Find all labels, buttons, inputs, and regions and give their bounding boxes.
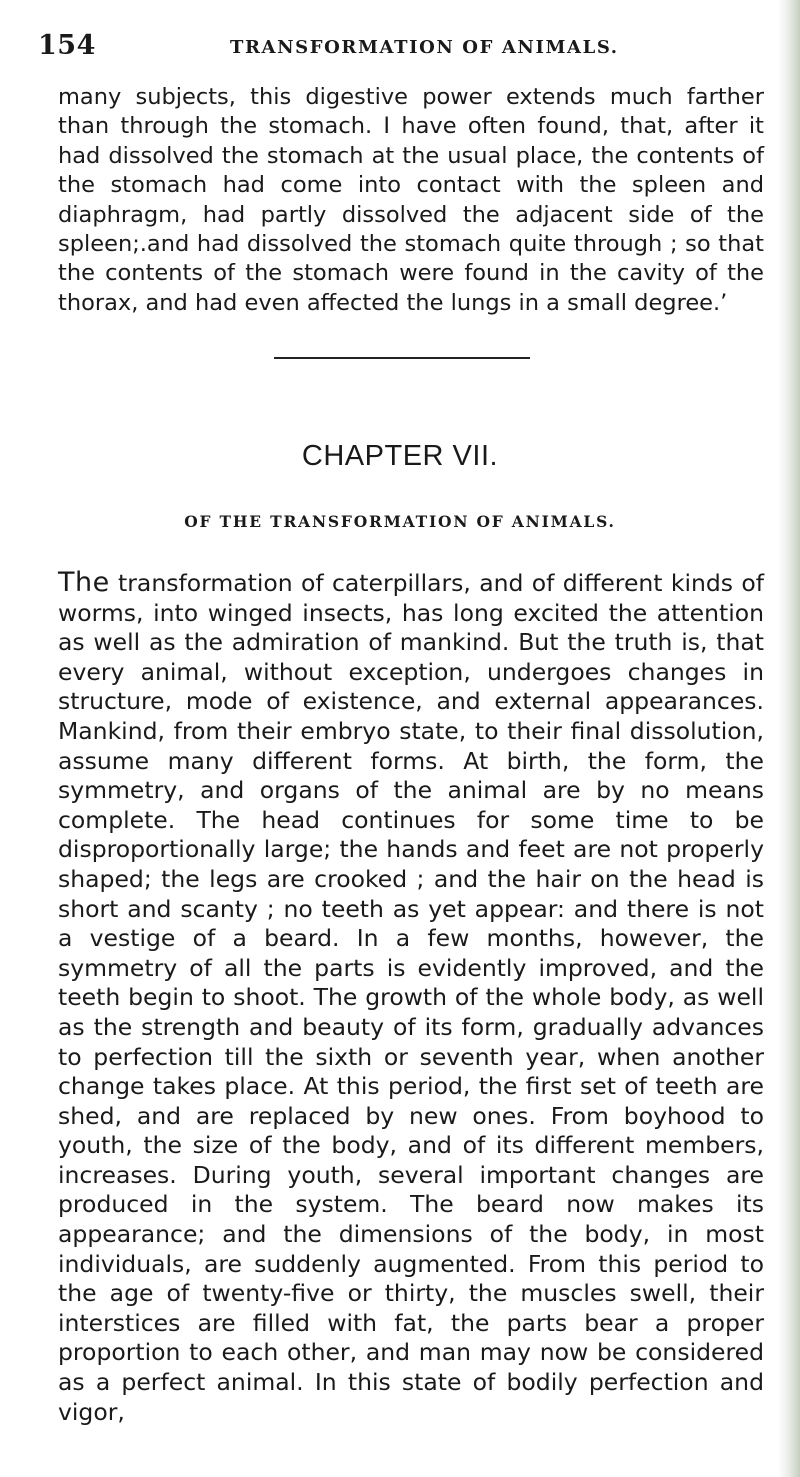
page-edge-shadow bbox=[778, 0, 800, 1477]
running-head bbox=[38, 30, 758, 64]
chapter-heading: CHAPTER VII. bbox=[301, 440, 499, 472]
section-divider-rule bbox=[274, 357, 530, 359]
chapter-lead-word: The bbox=[58, 567, 110, 598]
chapter-body-paragraph bbox=[58, 568, 764, 1427]
chapter-subtitle: OF THE TRANSFORMATION OF ANIMALS. bbox=[184, 512, 616, 531]
chapter-body-text: transformation of caterpillars, and of different kinds of worms, into winged insects, has long excited the attention as well as the admiration of mankind. But the truth is, that every animal, without exception, undergoes changes in structure, mode of existence, and external appearances. Mankind, from their embryo state, to their final dissolution, assume many different forms. At birth, the form, the symmetry, and organs of the animal are by no means complete. The head continues for some time to be disproportionally large; the hands and feet are not properly shaped; the legs are crooked ; and the hair on the head is short and scanty ; no teeth as yet appear: and there is not a vestige of a beard. In a few months, however, the symmetry of all the parts is evidently improved, and the teeth begin to shoot. The growth of the whole body, as well as the strength and beauty of its form, gradually advances to perfection till the sixth or seventh year, when another change takes place. At this period, the first set of teeth are shed, and are replaced by new ones. From boyhood to youth, the size of the body, and of its different members, increases. During youth, several important changes are produced in the system. The beard now makes its appearance; and the dimensions of the body, in most individuals, are suddenly augmented. From this period to the age of twenty-five or thirty, the muscles swell, their interstices are filled with fat, the parts bear a proper proportion to each other, and man may now be considered as a perfect animal. In this state of bodily perfection and vigor, bbox=[58, 569, 764, 1426]
running-head-title: TRANSFORMATION OF ANIMALS. bbox=[230, 37, 619, 58]
page-number: 154 bbox=[38, 30, 96, 61]
continuation-paragraph: many subjects, this digestive power extends much farther than through the stomach. I have often found, that, after it had dissolved the stomach at the usual place, the contents of the stomach had come into contact with the spleen and diaphragm, had partly dissolved the adjacent side of the spleen;.and had dissolved the stomach quite through ; so that the contents of the stomach were found in the cavity of the thorax, and had even affected the lungs in a small degree.’ bbox=[58, 84, 764, 316]
